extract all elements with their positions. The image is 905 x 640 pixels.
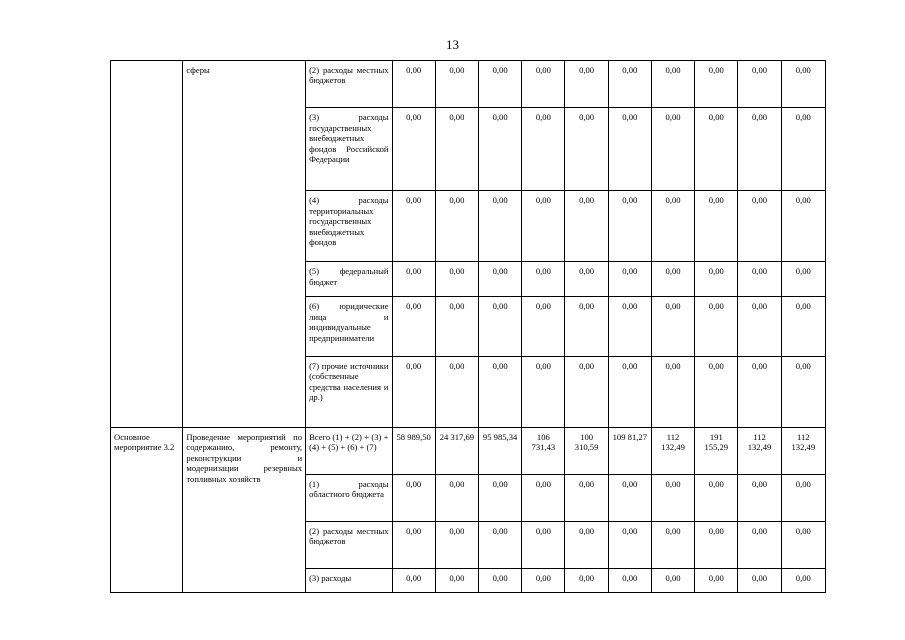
funding-source-cell: (3) расходы государственных внебюджетных фондов Российской Федерации <box>306 108 392 191</box>
value-cell: 0,00 <box>522 356 565 427</box>
value-cell: 0,00 <box>695 297 738 356</box>
value-cell: 0,00 <box>695 108 738 191</box>
value-cell: 0,00 <box>479 474 522 521</box>
value-cell: 0,00 <box>479 191 522 262</box>
value-cell: 0,00 <box>738 521 781 568</box>
value-cell: 58 989,50 <box>392 427 435 474</box>
funding-source-cell: (4) расходы территориальных государственных внебюджетных фондов <box>306 191 392 262</box>
value-cell: 0,00 <box>522 191 565 262</box>
value-cell: 0,00 <box>479 262 522 297</box>
value-cell: 0,00 <box>781 108 825 191</box>
value-cell: 0,00 <box>738 356 781 427</box>
value-cell: 0,00 <box>392 521 435 568</box>
value-cell: 0,00 <box>738 191 781 262</box>
value-cell: 0,00 <box>651 568 694 592</box>
value-cell: 0,00 <box>479 61 522 108</box>
value-cell: 0,00 <box>435 262 478 297</box>
value-cell: 0,00 <box>435 356 478 427</box>
value-cell: 0,00 <box>608 61 651 108</box>
value-cell: 109 81,27 <box>608 427 651 474</box>
value-cell: 112 132,49 <box>738 427 781 474</box>
value-cell: 0,00 <box>695 262 738 297</box>
value-cell: 0,00 <box>608 474 651 521</box>
value-cell: 0,00 <box>435 61 478 108</box>
value-cell: 0,00 <box>392 61 435 108</box>
value-cell: 0,00 <box>392 568 435 592</box>
funding-source-cell: (7) прочие источники (собственные средства населения и др.) <box>306 356 392 427</box>
value-cell: 0,00 <box>695 521 738 568</box>
value-cell: 106 731,43 <box>522 427 565 474</box>
funding-source-cell: (2) расходы местных бюджетов <box>306 61 392 108</box>
value-cell: 0,00 <box>435 108 478 191</box>
value-cell: 0,00 <box>695 356 738 427</box>
value-cell: 0,00 <box>479 297 522 356</box>
value-cell: 0,00 <box>608 262 651 297</box>
value-cell: 0,00 <box>392 191 435 262</box>
value-cell: 100 310,59 <box>565 427 608 474</box>
value-cell: 0,00 <box>392 474 435 521</box>
value-cell: 0,00 <box>651 108 694 191</box>
value-cell: 0,00 <box>781 521 825 568</box>
value-cell: 0,00 <box>781 191 825 262</box>
activity-label-cell <box>111 61 183 428</box>
value-cell: 0,00 <box>522 521 565 568</box>
value-cell: 0,00 <box>565 191 608 262</box>
value-cell: 0,00 <box>435 521 478 568</box>
value-cell: 0,00 <box>565 356 608 427</box>
value-cell: 0,00 <box>565 521 608 568</box>
activity-label-cell: Основное мероприятие 3.2 <box>111 427 183 592</box>
value-cell: 191 155,29 <box>695 427 738 474</box>
value-cell: 0,00 <box>522 61 565 108</box>
value-cell: 0,00 <box>781 474 825 521</box>
value-cell: 0,00 <box>565 474 608 521</box>
value-cell: 0,00 <box>738 108 781 191</box>
value-cell: 0,00 <box>781 356 825 427</box>
value-cell: 0,00 <box>651 262 694 297</box>
value-cell: 0,00 <box>781 262 825 297</box>
value-cell: 112 132,49 <box>651 427 694 474</box>
value-cell: 0,00 <box>651 61 694 108</box>
value-cell: 0,00 <box>781 61 825 108</box>
value-cell: 0,00 <box>435 474 478 521</box>
value-cell: 95 985,34 <box>479 427 522 474</box>
value-cell: 0,00 <box>695 568 738 592</box>
value-cell: 0,00 <box>781 568 825 592</box>
activity-name-cell: Проведение мероприятий по содержанию, ремонту, реконструкции и модернизации резервных топливных хозяйств <box>183 427 306 592</box>
value-cell: 0,00 <box>738 61 781 108</box>
value-cell: 0,00 <box>565 568 608 592</box>
funding-source-cell: (3) расходы <box>306 568 392 592</box>
value-cell: 0,00 <box>479 521 522 568</box>
value-cell: 0,00 <box>608 191 651 262</box>
value-cell: 0,00 <box>651 356 694 427</box>
budget-table <box>110 60 826 593</box>
value-cell: 0,00 <box>479 108 522 191</box>
value-cell: 0,00 <box>479 568 522 592</box>
value-cell: 0,00 <box>608 568 651 592</box>
value-cell: 0,00 <box>565 262 608 297</box>
funding-source-cell: (5) федеральный бюджет <box>306 262 392 297</box>
value-cell: 0,00 <box>608 108 651 191</box>
value-cell: 0,00 <box>651 297 694 356</box>
value-cell: 0,00 <box>651 474 694 521</box>
value-cell: 0,00 <box>695 474 738 521</box>
value-cell: 0,00 <box>695 61 738 108</box>
value-cell: 0,00 <box>565 61 608 108</box>
value-cell: 0,00 <box>565 297 608 356</box>
value-cell: 0,00 <box>479 356 522 427</box>
value-cell: 0,00 <box>738 474 781 521</box>
value-cell: 0,00 <box>392 108 435 191</box>
value-cell: 0,00 <box>392 297 435 356</box>
value-cell: 0,00 <box>522 568 565 592</box>
value-cell: 0,00 <box>738 262 781 297</box>
value-cell: 24 317,69 <box>435 427 478 474</box>
funding-source-cell: (1) расходы областного бюджета <box>306 474 392 521</box>
funding-source-cell: (6) юридические лица и индивидуальные предприниматели <box>306 297 392 356</box>
value-cell: 0,00 <box>565 108 608 191</box>
page-number: 13 <box>446 37 459 52</box>
value-cell: 0,00 <box>608 521 651 568</box>
value-cell: 0,00 <box>608 356 651 427</box>
value-cell: 0,00 <box>522 474 565 521</box>
value-cell: 0,00 <box>435 568 478 592</box>
table-row <box>111 427 826 474</box>
value-cell: 0,00 <box>651 521 694 568</box>
table-row <box>111 61 826 108</box>
value-cell: 0,00 <box>392 356 435 427</box>
value-cell: 0,00 <box>608 297 651 356</box>
value-cell: 0,00 <box>392 262 435 297</box>
value-cell: 112 132,49 <box>781 427 825 474</box>
value-cell: 0,00 <box>522 297 565 356</box>
value-cell: 0,00 <box>695 191 738 262</box>
value-cell: 0,00 <box>738 568 781 592</box>
funding-source-cell: (2) расходы местных бюджетов <box>306 521 392 568</box>
value-cell: 0,00 <box>435 191 478 262</box>
value-cell: 0,00 <box>738 297 781 356</box>
value-cell: 0,00 <box>435 297 478 356</box>
value-cell: 0,00 <box>651 191 694 262</box>
value-cell: 0,00 <box>781 297 825 356</box>
activity-name-cell: сферы <box>183 61 306 428</box>
value-cell: 0,00 <box>522 108 565 191</box>
value-cell: 0,00 <box>522 262 565 297</box>
funding-source-cell: Всего (1) + (2) + (3) + (4) + (5) + (6) + (7) <box>306 427 392 474</box>
